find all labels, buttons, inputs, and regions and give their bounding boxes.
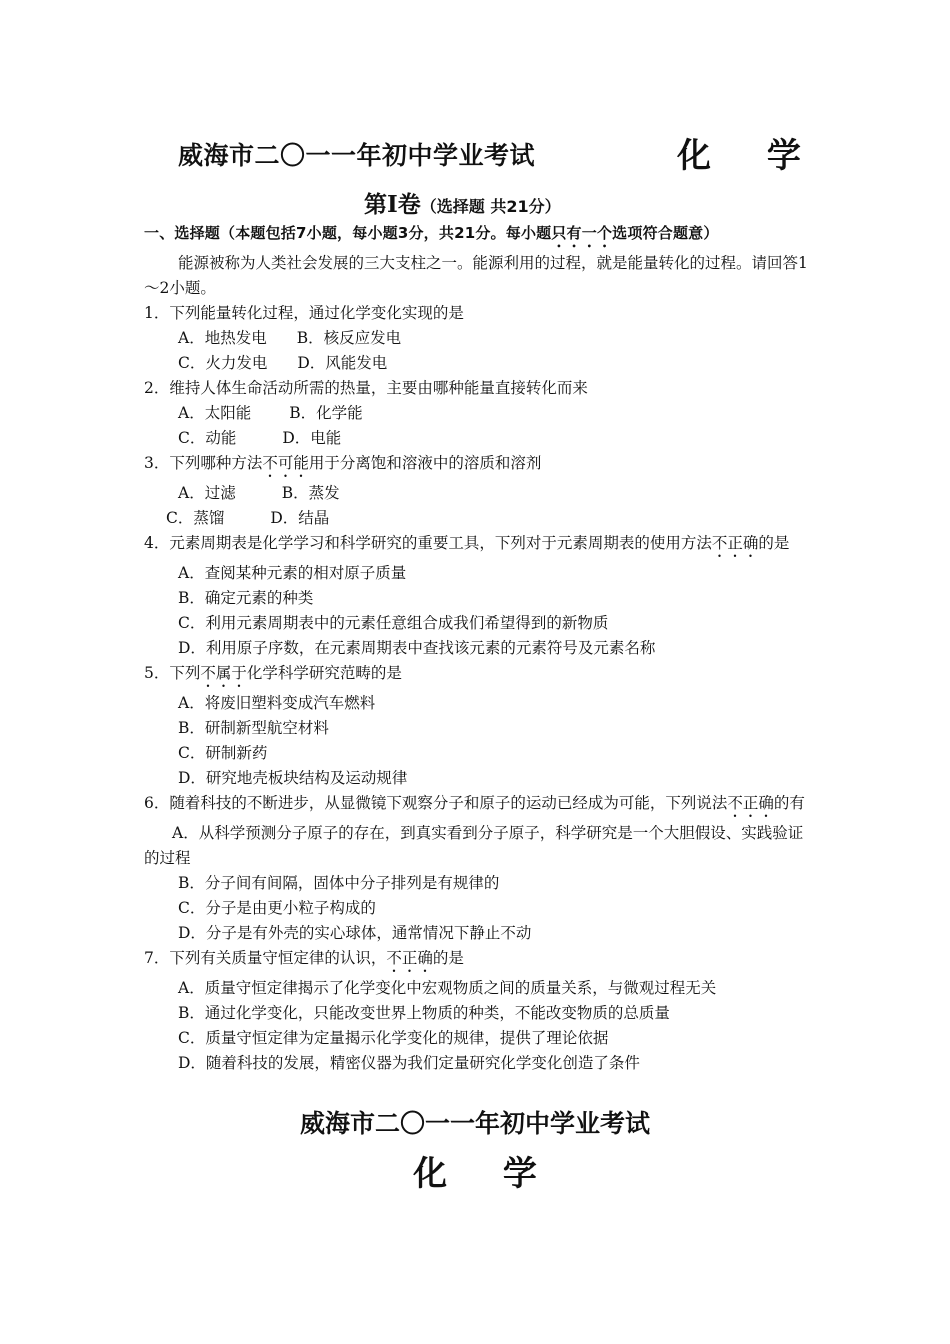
question-5-stem: 5．下列不属于化学科学研究范畴的是 xyxy=(144,664,402,682)
subject-title: 化 学 xyxy=(677,136,823,176)
stem-emphasis: 不可能 xyxy=(262,454,309,472)
section-heading: 一、选择题（本题包括7小题，每小题3分，共21分。每小题只有一个选项符合题意） xyxy=(144,224,719,242)
question-7-option-a: A．质量守恒定律揭示了化学变化中宏观物质之间的质量关系，与微观过程无关 xyxy=(178,979,717,997)
question-6-option-d: D．分子是有外壳的实心球体，通常情况下静止不动 xyxy=(178,924,532,942)
stem-emphasis: 不正确 xyxy=(711,534,759,552)
question-3-stem: 3．下列哪种方法不可能用于分离饱和溶液中的溶质和溶剂 xyxy=(144,454,542,472)
question-2-options-row1 xyxy=(144,401,810,426)
option-d: D．结晶 xyxy=(270,509,330,527)
question-5-option-b: B．研制新型航空材料 xyxy=(178,719,329,737)
volume-heading xyxy=(364,186,561,219)
footer-exam-title: 威海市二〇一一年初中学业考试 xyxy=(299,1109,650,1138)
question-5-option-a: A．将废旧塑料变成汽车燃料 xyxy=(178,694,376,712)
option-a: A．地热发电 xyxy=(178,329,267,347)
question-2-stem: 2．维持人体生命活动所需的热量，主要由哪种能量直接转化而来 xyxy=(144,379,588,397)
option-c: C．蒸馏 xyxy=(166,509,225,527)
question-1-options-row2 xyxy=(144,351,810,376)
question-7-option-c: C．质量守恒定律为定量揭示化学变化的规律，提供了理论依据 xyxy=(178,1029,609,1047)
question-4-stem: 4．元素周期表是化学学习和科学研究的重要工具，下列对于元素周期表的使用方法不正确的是 xyxy=(144,534,790,552)
option-b: B．蒸发 xyxy=(281,484,340,502)
option-a: A．过滤 xyxy=(178,484,236,502)
question-6-option-c: C．分子是由更小粒子构成的 xyxy=(178,899,376,917)
question-7-option-b: B．通过化学变化，只能改变世界上物质的种类，不能改变物质的总质量 xyxy=(178,1004,670,1022)
question-2-options-row2 xyxy=(144,426,810,451)
footer-subject-title: 化 学 xyxy=(413,1154,559,1194)
option-d: D．电能 xyxy=(282,429,342,447)
question-6-stem: 6．随着科技的不断进步，从显微镜下观察分子和原子的运动已经成为可能，下列说法不正确的有 xyxy=(144,794,805,812)
question-3-options-row1 xyxy=(144,481,810,506)
question-4-option-a: A．查阅某种元素的相对原子质量 xyxy=(178,564,407,582)
question-6-option-a: A．从科学预测分子原子的存在，到真实看到分子原子，科学研究是一个大胆假设、实践验证的过程 xyxy=(144,824,804,867)
question-7-stem: 7．下列有关质量守恒定律的认识，不正确的是 xyxy=(144,949,464,967)
section-emphasis: 只有一个 xyxy=(551,224,613,242)
question-5-option-c: C．研制新药 xyxy=(178,744,268,762)
volume-subtitle: （选择题 共21分） xyxy=(420,197,561,216)
question-5-option-d: D．研究地壳板块结构及运动规律 xyxy=(178,769,408,787)
question-6-option-b: B．分子间有间隔，固体中分子排列是有规律的 xyxy=(178,874,500,892)
question-3-options-row2 xyxy=(144,506,810,531)
option-b: B．化学能 xyxy=(289,404,363,422)
option-c: C．火力发电 xyxy=(178,354,268,372)
volume-title: 第Ⅰ卷 xyxy=(364,191,421,218)
question-4-option-c: C．利用元素周期表中的元素任意组合成我们希望得到的新物质 xyxy=(178,614,609,632)
exam-title: 威海市二〇一一年初中学业考试 xyxy=(178,141,536,170)
stem-emphasis: 不正确 xyxy=(386,949,433,967)
question-4-option-b: B．确定元素的种类 xyxy=(178,589,314,607)
question-section xyxy=(144,221,810,1076)
question-1-stem: 1．下列能量转化过程，通过化学变化实现的是 xyxy=(144,304,464,322)
option-d: D．风能发电 xyxy=(297,354,388,372)
question-4-option-d: D．利用原子序数，在元素周期表中查找该元素的元素符号及元素名称 xyxy=(178,639,656,657)
intro-paragraph: 能源被称为人类社会发展的三大支柱之一。能源利用的过程，就是能量转化的过程。请回答1～2小题。 xyxy=(144,254,808,297)
option-b: B．核反应发电 xyxy=(296,329,402,347)
question-7-option-d: D．随着科技的发展，精密仪器为我们定量研究化学变化创造了条件 xyxy=(178,1054,640,1072)
stem-emphasis: 不正确 xyxy=(727,794,774,812)
question-1-options-row1 xyxy=(144,326,810,351)
stem-emphasis: 不属于 xyxy=(200,664,247,682)
option-c: C．动能 xyxy=(178,429,237,447)
option-a: A．太阳能 xyxy=(178,404,252,422)
